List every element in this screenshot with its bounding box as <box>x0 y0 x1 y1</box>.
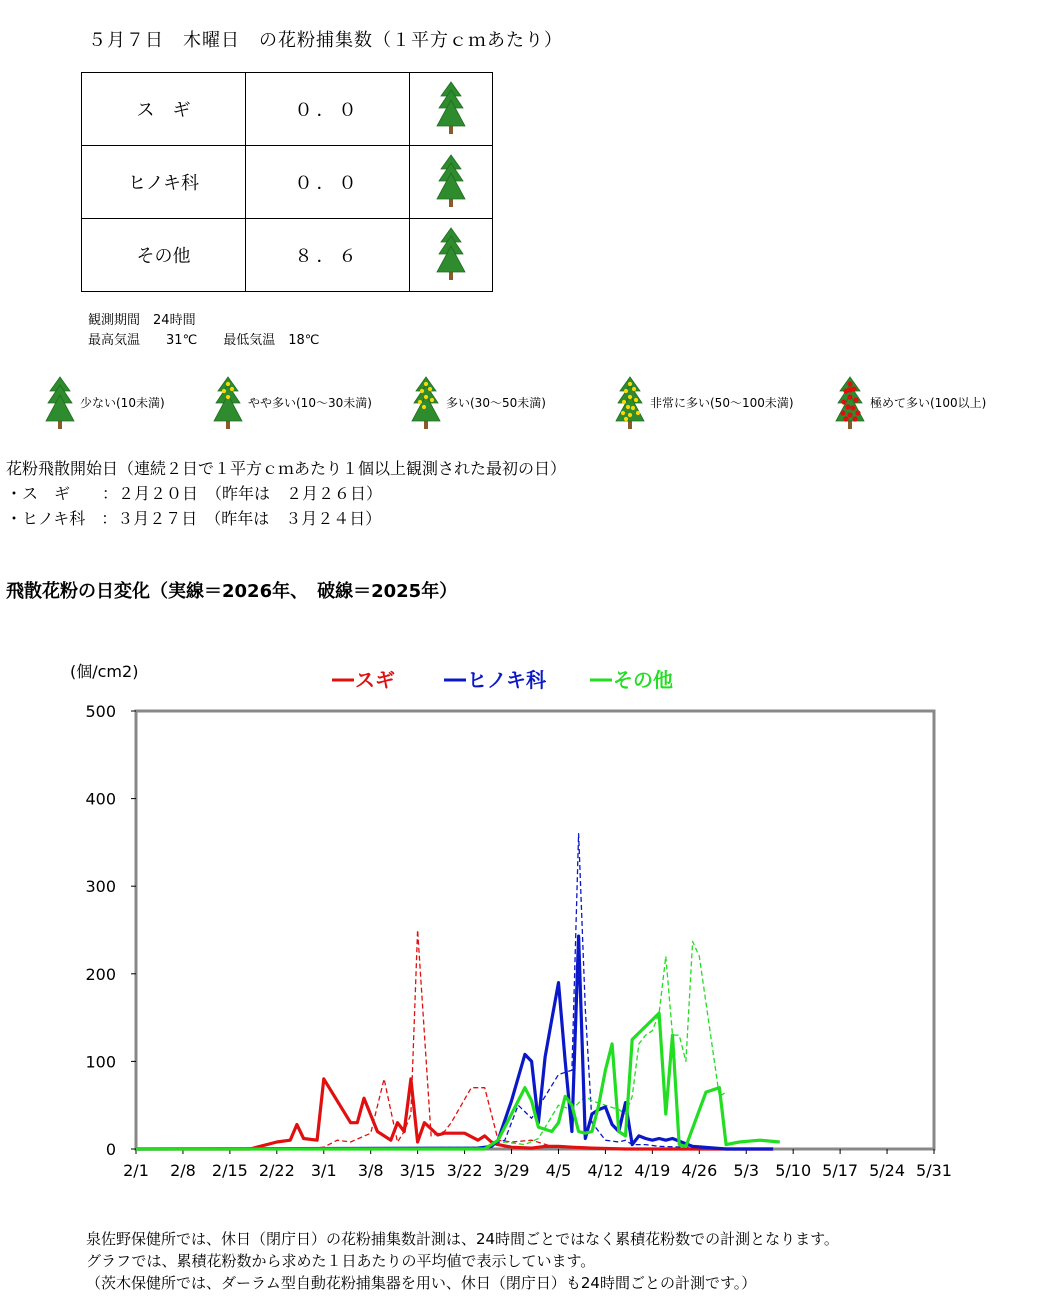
level-label: 極めて多い(100以上) <box>870 395 987 410</box>
period-label: 観測期間 <box>88 313 141 328</box>
period-value: 24時間 <box>153 313 196 328</box>
x-tick-label: 3/22 <box>446 1161 483 1180</box>
x-tick-label: 2/8 <box>170 1161 196 1180</box>
x-tick-label: 4/26 <box>681 1161 718 1180</box>
tree-slightly-many-icon <box>212 375 244 429</box>
level-label: 多い(30～50未満) <box>446 395 546 410</box>
x-tick-label: 5/31 <box>916 1161 952 1180</box>
y-axis-label: (個/cm2) <box>70 662 139 681</box>
legend-label: ヒノキ科 <box>467 668 546 692</box>
level-label: 少ない(10未満) <box>80 395 165 410</box>
x-tick-label: 2/22 <box>258 1161 295 1180</box>
y-tick-label: 400 <box>85 789 116 809</box>
start-date-hinoki: ・ヒノキ科 ：３月２７日 （昨年は ３月２４日） <box>6 509 382 528</box>
y-tick-label: 100 <box>85 1052 116 1072</box>
pollen-type-cell: その他 <box>82 219 246 292</box>
tree-few-icon <box>44 375 76 429</box>
x-tick-label: 3/1 <box>310 1161 337 1180</box>
start-date-sugi: ・ス ギ ：２月２０日 （昨年は ２月２６日） <box>6 484 383 503</box>
footnotes <box>86 1228 839 1294</box>
x-tick-label: 5/10 <box>775 1161 812 1180</box>
start-dates-title: 花粉飛散開始日（連続２日で１平方ｃｍあたり１個以上観測された最初の日） <box>6 459 567 478</box>
page-heading: ５月７日 木曜日 の花粉捕集数（１平方ｃｍあたり） <box>88 30 563 51</box>
x-tick-label: 5/17 <box>822 1161 859 1180</box>
min-temp-value: 18℃ <box>288 333 320 348</box>
pollen-count-cell: ０．０ <box>246 146 410 219</box>
x-tick-label: 4/19 <box>634 1161 671 1180</box>
max-temp-label: 最高気温 <box>88 333 141 348</box>
y-tick-label: 0 <box>105 1140 116 1159</box>
x-tick-label: 3/8 <box>357 1161 384 1180</box>
table-row <box>82 146 493 219</box>
level-label: やや多い(10～30未満) <box>248 395 372 410</box>
y-tick-label: 500 <box>85 702 116 721</box>
x-tick-label: 3/15 <box>399 1161 436 1180</box>
pollen-count-table <box>81 72 493 292</box>
x-tick-label: 5/3 <box>733 1161 760 1180</box>
table-row <box>82 219 493 292</box>
level-legend-extremely-many <box>834 372 986 432</box>
x-tick-label: 3/29 <box>493 1161 530 1180</box>
pollen-count-cell: ０．０ <box>246 73 410 146</box>
x-tick-label: 5/24 <box>869 1161 906 1180</box>
pollen-type-cell: ヒノキ科 <box>82 146 246 219</box>
tree-few-icon <box>410 219 493 292</box>
pollen-type-cell: ス ギ <box>82 73 246 146</box>
tree-many-icon <box>410 375 442 429</box>
pollen-count-cell: ８．６ <box>246 219 410 292</box>
footnote: グラフでは、累積花粉数から求めた１日あたりの平均値で表示しています。 <box>86 1252 596 1270</box>
x-tick-label: 2/1 <box>123 1161 149 1180</box>
x-tick-label: 4/5 <box>545 1161 572 1180</box>
y-tick-label: 200 <box>85 964 116 984</box>
level-legend-slightly-many <box>212 372 372 432</box>
tree-extremely-many-icon <box>834 375 866 429</box>
tree-few-icon <box>410 73 493 146</box>
level-legend-many <box>410 372 546 432</box>
chart-heading: 飛散花粉の日変化（実線＝2026年、 破線＝2025年） <box>6 581 458 602</box>
pollen-start-dates <box>6 456 566 531</box>
x-tick-label: 4/12 <box>587 1161 624 1180</box>
observation-info <box>88 311 319 351</box>
min-temp-label: 最低気温 <box>223 333 276 348</box>
legend-label: その他 <box>613 668 673 692</box>
pollen-line-chart <box>60 650 960 1190</box>
footnote: （茨木保健所では、ダーラム型自動花粉捕集器を用い、休日（閉庁日）も24時間ごとの計測です。） <box>86 1274 757 1292</box>
max-temp-value: 31℃ <box>166 333 198 348</box>
legend-label: スギ <box>355 668 395 692</box>
level-label: 非常に多い(50～100未満) <box>650 395 794 410</box>
tree-few-icon <box>410 146 493 219</box>
y-tick-label: 300 <box>85 877 116 897</box>
level-legend-very-many <box>614 372 794 432</box>
footnote: 泉佐野保健所では、休日（閉庁日）の花粉捕集数計測は、24時間ごとではなく累積花粉数での計測となります。 <box>86 1230 839 1248</box>
table-row <box>82 73 493 146</box>
tree-very-many-icon <box>614 375 646 429</box>
level-legend-few <box>44 372 165 432</box>
x-tick-label: 2/15 <box>211 1161 248 1180</box>
